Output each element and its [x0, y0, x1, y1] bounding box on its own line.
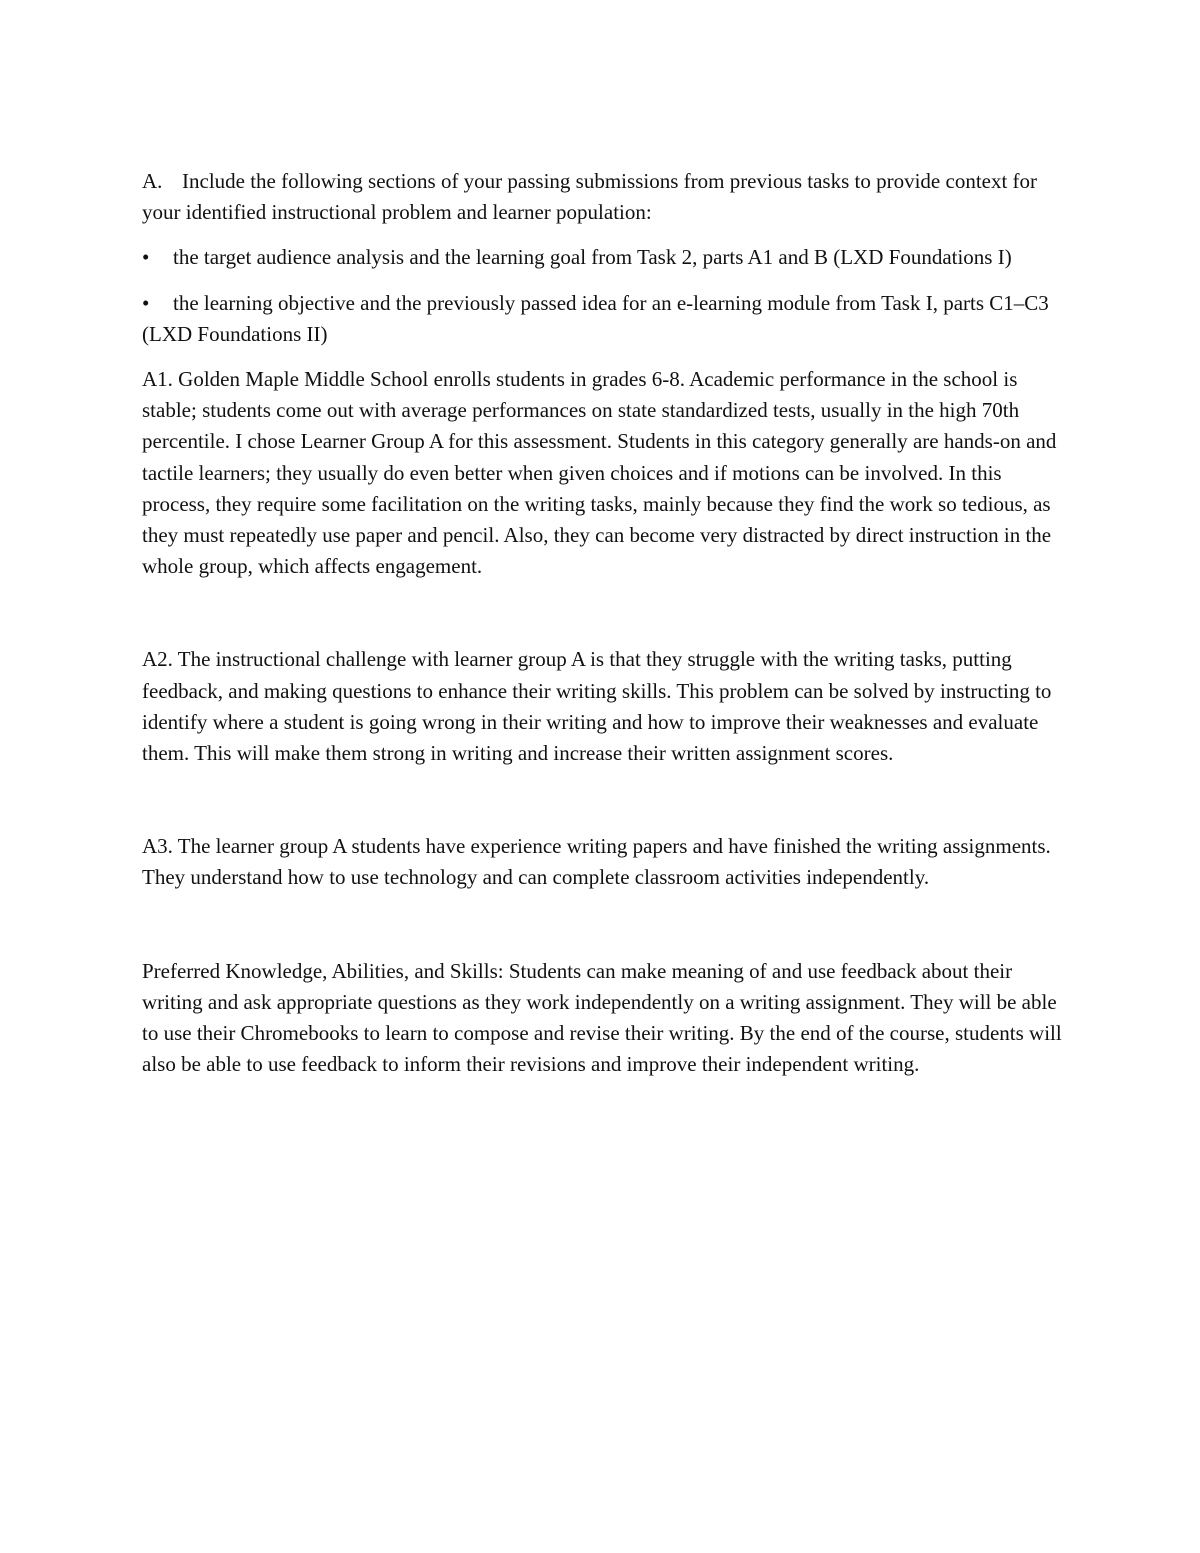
bullet-item — [142, 288, 1062, 350]
section-a1-paragraph: A1. Golden Maple Middle School enrolls students in grades 6-8. Academic performance in the school is stable; students come out with average performances on state standardized tests, usually in the high 70th percentile. I chose Learner Group A for this assessment. Students in this category generally are hands-on and tactile learners; they usually do even better when given choices and if motions can be involved. In this process, they require some facilitation on the writing tasks, mainly because they find the work so tedious, as they must repeatedly use paper and pencil. Also, they can become very distracted by direct instruction in the whole group, which affects engagement. — [142, 367, 1057, 579]
section-a3-paragraph: A3. The learner group A students have experience writing papers and have finished the writing assignments. They understand how to use technology and can complete classroom activities independently. — [142, 834, 1051, 890]
bullet-text: the target audience analysis and the learning goal from Task 2, parts A1 and B (LXD Foundations I) — [173, 245, 1012, 270]
document-page — [142, 166, 1062, 1142]
intro-text: Include the following sections of your passing submissions from previous tasks to provide context for your identified instructional problem and learner population: — [142, 169, 1038, 225]
bullet-text: the learning objective and the previously passed idea for an e-learning module from Task I, parts C1–C3 (LXD Foundations II) — [142, 290, 1049, 346]
preferred-skills-paragraph: Preferred Knowledge, Abilities, and Skills: Students can make meaning of and use feedback about their writing and ask appropriate questions as they work independently on a writing assignment. They will be able to use their Chromebooks to learn to compose and revise their writing. By the end of the course, students will also be able to use feedback to inform their revisions and improve their independent writing. — [142, 958, 1062, 1077]
bullet-item — [142, 242, 1062, 273]
section-a2-paragraph: A2. The instructional challenge with learner group A is that they struggle with the writing tasks, putting feedback, and making questions to enhance their writing skills. This problem can be solved by instructing to identify where a student is going wrong in their writing and how to improve their weaknesses and evaluate them. This will make them strong in writing and increase their written assignment scores. — [142, 647, 1052, 766]
intro-paragraph — [142, 166, 1062, 228]
bullet-icon: • — [142, 245, 150, 270]
bullet-icon: • — [142, 290, 150, 315]
intro-label: A. — [142, 169, 163, 193]
